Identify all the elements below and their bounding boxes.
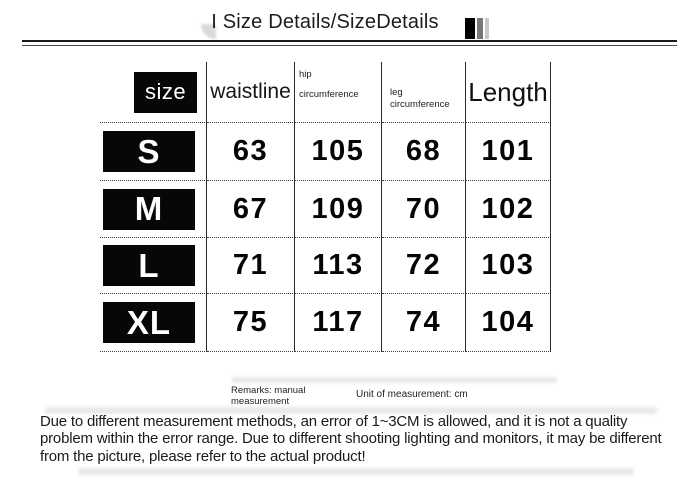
disclaimer-text: Due to different measurement methods, an error of 1~3CM is allowed, and it is not a quality problem within the error range. Due to different shooting lighting and monitors, it may be different from the picture, please refer to the actual product! <box>40 413 662 465</box>
hip-header-line1: hip <box>299 69 312 80</box>
header-cell-length <box>466 62 551 123</box>
waistline-header-label: waistline <box>210 80 291 103</box>
size-label-l: L <box>138 246 160 284</box>
title-divider-rule <box>22 40 677 46</box>
hip-header-line2: circumference <box>299 88 359 100</box>
size-badge-l <box>103 245 195 286</box>
cell-m-waistline: 67 <box>207 181 295 238</box>
table-row-m-size <box>100 181 207 238</box>
size-header-label: size <box>144 79 187 104</box>
header-cell-waistline <box>207 62 295 123</box>
leg-header-line2: circumference <box>390 99 450 110</box>
ghost-artifact <box>232 377 557 383</box>
cell-xl-leg: 74 <box>382 294 466 352</box>
table-row-s-size <box>100 123 207 181</box>
cell-m-length: 102 <box>466 181 551 238</box>
size-header-badge <box>134 72 197 113</box>
unit-note: Unit of measurement: cm <box>356 389 468 400</box>
cell-s-waistline: 63 <box>207 123 295 181</box>
ghost-artifact <box>78 468 634 475</box>
decor-bar-black <box>465 18 475 39</box>
remarks-note: Remarks: manual measurement <box>231 385 306 408</box>
cell-xl-waistline: 75 <box>207 294 295 352</box>
header-cell-leg-circumference <box>382 62 466 123</box>
cell-xl-length: 104 <box>466 294 551 352</box>
cell-s-length: 101 <box>466 123 551 181</box>
table-row-xl-size <box>100 294 207 352</box>
length-header-label: Length <box>468 76 548 107</box>
size-badge-xl <box>103 302 195 343</box>
size-label-xl: XL <box>126 303 172 341</box>
page-title: I Size Details/SizeDetails <box>211 11 439 33</box>
leg-header-line1: leg <box>390 87 403 99</box>
cell-s-leg: 68 <box>382 123 466 181</box>
header-cell-hip-circumference <box>295 62 382 123</box>
decor-bar-lightgray <box>485 18 489 39</box>
size-label-s: S <box>137 132 161 170</box>
table-row-l-size <box>100 238 207 294</box>
decor-bar-gray <box>477 18 483 39</box>
cell-m-hip: 109 <box>295 181 382 238</box>
cell-l-hip: 113 <box>295 238 382 294</box>
cell-l-waistline: 71 <box>207 238 295 294</box>
header-cell-size <box>100 62 207 123</box>
size-badge-s <box>103 131 195 172</box>
cell-xl-hip: 117 <box>295 294 382 352</box>
size-table <box>100 62 551 352</box>
cell-l-length: 103 <box>466 238 551 294</box>
cell-m-leg: 70 <box>382 181 466 238</box>
cell-s-hip: 105 <box>295 123 382 181</box>
cell-l-leg: 72 <box>382 238 466 294</box>
size-badge-m <box>103 189 195 230</box>
size-label-m: M <box>134 190 164 227</box>
